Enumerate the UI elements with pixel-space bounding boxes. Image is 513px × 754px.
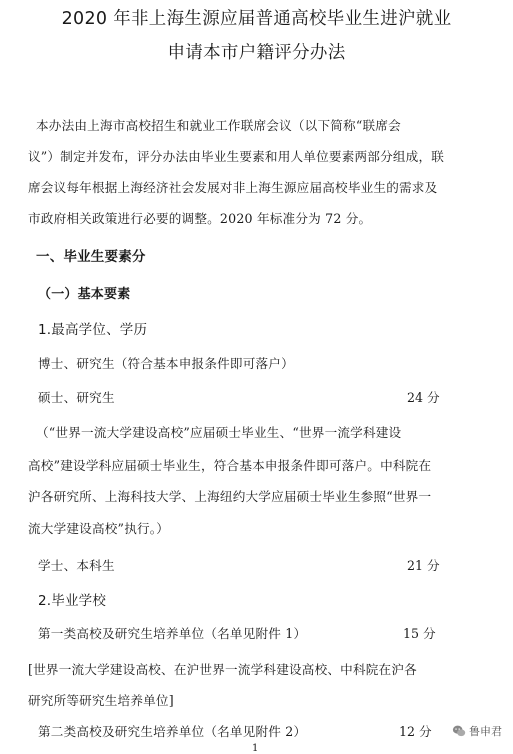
class1-note-line-2: 研究所等研究生培养单位] xyxy=(28,693,174,708)
document-title-line-2: 申请本市户籍评分办法 xyxy=(167,43,346,63)
intro-paragraph-line-1: 本办法由上海市高校招生和就业工作联席会议（以下简称“联席会 xyxy=(36,118,401,133)
page-number: 1 xyxy=(252,743,259,754)
watermark xyxy=(449,722,505,740)
intro-paragraph-line-4: 市政府相关政策进行必要的调整。2020 年标准分为 72 分。 xyxy=(28,211,372,226)
intro-paragraph-line-2: 议”）制定并发布，评分办法由毕业生要素和用人单位要素两部分组成，联 xyxy=(28,149,445,164)
school-class2-label: 第二类高校及研究生培养单位（名单见附件 2） xyxy=(38,724,307,739)
degree-phd-line: 博士、研究生（符合基本申报条件即可落户） xyxy=(38,356,294,371)
degree-master-label: 硕士、研究生 xyxy=(38,390,115,405)
degree-master-score: 24 分 xyxy=(407,390,440,405)
degree-bachelor-score: 21 分 xyxy=(407,558,440,573)
section-heading: 一、毕业生要素分 xyxy=(36,249,146,265)
item-heading-degree: 1.最高学位、学历 xyxy=(38,322,148,338)
master-note-line-1: （“世界一流大学建设高校”应届硕士毕业生、“世界一流学科建设 xyxy=(36,425,402,440)
item-heading-school: 2.毕业学校 xyxy=(38,593,107,609)
master-note-line-3: 沪各研究所、上海科技大学、上海纽约大学应届硕士毕业生参照“世界一 xyxy=(28,489,432,504)
wechat-icon xyxy=(452,724,466,738)
school-class1-label: 第一类高校及研究生培养单位（名单见附件 1） xyxy=(38,626,307,641)
degree-bachelor-label: 学士、本科生 xyxy=(38,558,115,573)
master-note-line-2: 高校”建设学科应届硕士毕业生，符合基本申报条件即可落户。中科院在 xyxy=(28,458,432,473)
school-class2-score: 12 分 xyxy=(399,724,432,739)
subsection-heading: （一）基本要素 xyxy=(38,287,131,302)
intro-paragraph-line-3: 席会议每年根据上海经济社会发展对非上海生源应届高校毕业生的需求及 xyxy=(28,180,438,195)
watermark-text: 鲁申君 xyxy=(469,725,502,738)
document-title-line-1: 2020 年非上海生源应届普通高校毕业生进沪就业 xyxy=(61,9,452,29)
class1-note-line-1: [世界一流大学建设高校、在沪世界一流学科建设高校、中科院在沪各 xyxy=(28,662,417,677)
school-class1-score: 15 分 xyxy=(403,626,436,641)
master-note-line-4: 流大学建设高校”执行。） xyxy=(28,521,170,536)
